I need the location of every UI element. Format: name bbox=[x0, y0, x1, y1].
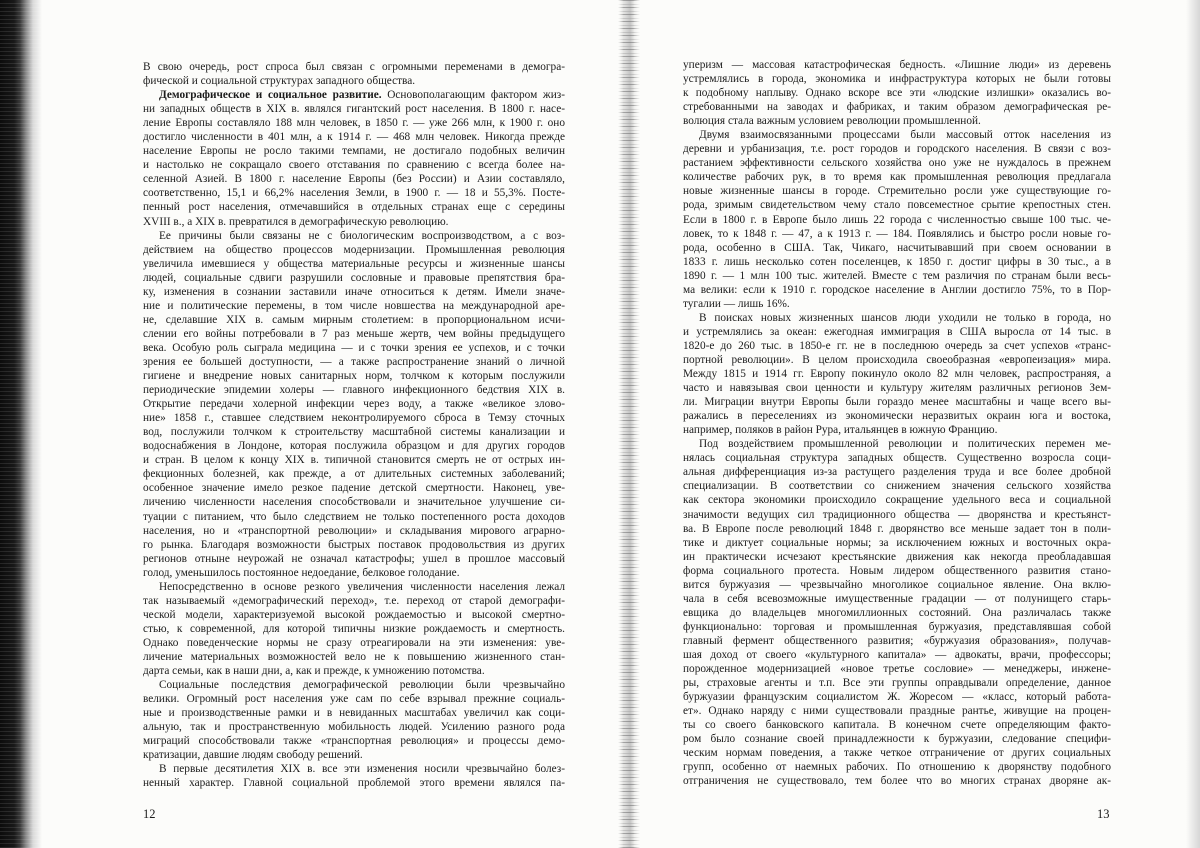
text-line: рода, особенно в США. Так, Чикаго, насчитывавший при своем основании в bbox=[683, 241, 1111, 255]
text-line: ловек, то к 1848 г. — 47, а к 1913 г. — 184. Появлялись и быстро росли новые го- bbox=[683, 227, 1111, 241]
binding-gutter bbox=[618, 0, 640, 848]
text-line: го рынка. Благодаря возможности быстрых поставок продовольствия из других bbox=[143, 538, 565, 552]
text-line: и устремлялись за океан: ежегодная иммиграция в США выросла от 14 тыс. в bbox=[683, 325, 1111, 339]
text-line: рода, зримым свидетельством чему стало повсеместное срытие крепостных стен. bbox=[683, 198, 1111, 212]
text-line: не, сделавшие XIX в. самым мирным столетием: в пропорциональном исчи- bbox=[143, 313, 565, 327]
text-line: регионов отныне неурожай не означал катастрофы; ушел в прошлое массовый bbox=[143, 552, 565, 566]
paragraph bbox=[683, 437, 1111, 788]
text-run: Основополагающим фактором жиз- bbox=[382, 89, 565, 101]
text-line: ние» 1858 г., ставшее следствием неконтролируемого сброса в Темзу сточных bbox=[143, 411, 565, 425]
text-line: Если в 1800 г. в Европе было лишь 22 города с численностью свыше 100 тыс. че- bbox=[683, 213, 1111, 227]
paragraph bbox=[683, 58, 1111, 128]
text-line: особенное значение имело резкое падение детской смертности. Наконец, уве- bbox=[143, 481, 565, 495]
text-line: население Европы не росло такими темпами, не достигало подобных величин bbox=[143, 144, 565, 158]
text-line: чала в себя всевозможные имущественные градации — от полунищего старь- bbox=[683, 592, 1111, 606]
text-line: увеличила имевшиеся у общества материальные ресурсы и жизненные шансы bbox=[143, 257, 565, 271]
text-line: портной революции». В целом происходила своеобразная «европеизация» мира. bbox=[683, 353, 1111, 367]
text-line: ражались в переселениях из экономически неразвитых окраин юга и востока, bbox=[683, 409, 1111, 423]
text-line bbox=[143, 88, 565, 102]
right-page-text bbox=[683, 58, 1111, 788]
text-line: достигло численности в 401 млн, а к 1914 г. — 468 млн человек. Никогда прежде bbox=[143, 130, 565, 144]
section-heading: Демографическое и социальное развитие. bbox=[159, 89, 382, 101]
text-line: тике и диктует социальные нормы; за исключением южных и восточных окра- bbox=[683, 536, 1111, 550]
text-line: значимости ведущих сил традиционного общества — дворянства и крестьянст- bbox=[683, 508, 1111, 522]
scan-edge-left bbox=[0, 0, 42, 848]
text-line: слении его войны потребовали в 7 раз меньше жертв, чем войны предыдущего bbox=[143, 327, 565, 341]
text-line: В поисках новых жизненных шансов люди уходили не только в города, но bbox=[683, 311, 1111, 325]
text-line: действием на общество процессов модернизации. Промышленная революция bbox=[143, 243, 565, 257]
text-line: 1890 г. — 1 млн 100 тыс. жителей. Вместе с тем различия по странам были весь- bbox=[683, 269, 1111, 283]
text-line: Непосредственно в основе резкого увеличения численности населения лежал bbox=[143, 580, 565, 594]
text-line: соответственно, 15,1 и 66,2% населения Земли, в 1900 г. — 18 и 55,3%. Посте- bbox=[143, 186, 565, 200]
text-line: ческой модели, характеризуемой высокой рождаемостью и высокой смертно- bbox=[143, 608, 565, 622]
text-line: стребованными на заводах и фабриках, и таким образом демографическая ре- bbox=[683, 100, 1111, 114]
text-line: деревни и урбанизация, т.е. рост городов и городского населения. В связи с воз- bbox=[683, 142, 1111, 156]
text-line: В свою очередь, рост спроса был связан с огромными переменами в демогра- bbox=[143, 60, 565, 74]
text-line: населения, но и «транспортной революции» и складывания мирового аграрно- bbox=[143, 524, 565, 538]
text-line: личению численности населения способствовали и значительное улучшение си- bbox=[143, 495, 565, 509]
text-line: групп, особенно от наемных рабочих. По отношению к дворянству подобного bbox=[683, 760, 1111, 774]
text-line: растанием эффективности сельского хозяйства оно уже не нуждалось в прежнем bbox=[683, 156, 1111, 170]
text-line: специализации. В соответствии со снижением значения сельского хозяйства bbox=[683, 479, 1111, 493]
text-line: миграций способствовали также «транспортная революция» и процессы демо- bbox=[143, 734, 565, 748]
text-line: ры, страховые агенты и т.п. Все эти группы оправдывали определение, данное bbox=[683, 676, 1111, 690]
text-line: В первые десятилетия XIX в. все эти изменения носили чрезвычайно болез- bbox=[143, 762, 565, 776]
text-line: и настолько не сокращало своего отставания по сравнению с всегда более на- bbox=[143, 158, 565, 172]
text-line: Между 1815 и 1914 гг. Европу покинуло около 82 млн человек, распространяя, а bbox=[683, 367, 1111, 381]
scan-edge-right bbox=[1186, 0, 1200, 848]
text-line: 1833 г. лишь несколько сотен поселенцев, к 1850 г. достиг цифры в 30 тыс., а в bbox=[683, 255, 1111, 269]
text-line: нялась социальная структура западных обществ. Существенно возросла соци- bbox=[683, 451, 1111, 465]
text-line: ние и политические перемены, в том числе новшества на международной аре- bbox=[143, 299, 565, 313]
text-line: водоснабжения в Лондоне, которая послужила образцом и для других городов bbox=[143, 439, 565, 453]
text-line: кратизации, давшие людям свободу решений. bbox=[143, 748, 565, 762]
paragraph bbox=[143, 580, 565, 678]
paragraph bbox=[143, 229, 565, 580]
text-line: туации с питанием, что было следствием не только постепенного роста доходов bbox=[143, 510, 565, 524]
text-line: уперизм — массовая катастрофическая бедность. «Лишние люди» из деревень bbox=[683, 58, 1111, 72]
text-line: и стран. В целом к концу XIX в. типичной становится смерть не от острых ин- bbox=[143, 453, 565, 467]
text-line: личение материальных возможностей вело не к повышению жизненного стан- bbox=[143, 650, 565, 664]
text-line: часто и навязывая свои ценности и культуру жителям различных регионов Зем- bbox=[683, 381, 1111, 395]
text-line: Двумя взаимосвязанными процессами были массовый отток населения из bbox=[683, 128, 1111, 142]
text-line: ром было сознание своей принадлежности к буржуазии, следование специфи- bbox=[683, 732, 1111, 746]
text-line: устремлялись в города, экономика и инфраструктура которых не были готовы bbox=[683, 72, 1111, 86]
text-line: 1820-е до 260 тыс. в 1850-е гг. не в последнюю очередь за счет успехов «транс- bbox=[683, 339, 1111, 353]
text-line: функционально: торговая и промышленная буржуазия, представлявшая собой bbox=[683, 620, 1111, 634]
text-line: людей, социальные сдвиги разрушили сословные и правовые препятствия бра- bbox=[143, 271, 565, 285]
text-line: ление Европы составляло 188 млн человек, в 1850 г. — уже 266 млн, к 1900 г. оно bbox=[143, 116, 565, 130]
text-line: альная дифференциация из-за растущего разделения труда и все более дробной bbox=[683, 465, 1111, 479]
text-line: велики. Огромный рост населения уже сам по себе взрывал прежние социаль- bbox=[143, 692, 565, 706]
paragraph bbox=[683, 311, 1111, 437]
text-line: Социальные последствия демографической революции были чрезвычайно bbox=[143, 678, 565, 692]
text-line: ненный характер. Главной социальной проблемой этого времени являлся па- bbox=[143, 776, 565, 790]
text-line: количестве рабочих рук, в то время как промышленная революция предлагала bbox=[683, 170, 1111, 184]
text-line: ва. В Европе после революций 1848 г. дворянство все меньше задает тон в поли- bbox=[683, 522, 1111, 536]
text-line: так называемый «демографический переход», т.е. переход от старой демографи- bbox=[143, 594, 565, 608]
text-line: шая доход от своего «культурного капитала» — адвокаты, врачи, профессоры; bbox=[683, 648, 1111, 662]
text-line: ты со своего банковского капитала. В конечном счете определяющим факто- bbox=[683, 718, 1111, 732]
book-spread bbox=[0, 0, 1200, 848]
paragraph bbox=[143, 678, 565, 762]
left-page-text bbox=[143, 60, 565, 790]
text-line: отграничения не существовало, тем более что во многих странах дворяне ак- bbox=[683, 774, 1111, 788]
text-line: порожденное модернизацией «новое третье сословие» — менеджеры, инжене- bbox=[683, 662, 1111, 676]
text-line: ные и производственные рамки и в невиданных масштабах увеличил как соци- bbox=[143, 706, 565, 720]
paragraph bbox=[143, 60, 565, 88]
text-line: ку, изменения в сознании заставили иначе относиться к детям. Имели значе- bbox=[143, 285, 565, 299]
text-line: ет». Однако наряду с ними существовали праздные рантье, живущие на процен- bbox=[683, 704, 1111, 718]
text-line: периодические эпидемии холеры — главного инфекционного бедствия XIX в. bbox=[143, 383, 565, 397]
text-line: ческим нормам поведения, а также четкое отграничение от других социальных bbox=[683, 746, 1111, 760]
text-line: пенный рост населения, отмечавшийся в отдельных странах еще с середины bbox=[143, 200, 565, 214]
text-line: волюция стала важным условием революции промышленной. bbox=[683, 114, 1111, 128]
text-line: буржуазии французским социалистом Ж. Жоресом — «класс, который работа- bbox=[683, 690, 1111, 704]
text-line: голод, уменьшилось постоянное недоедание, белковое голодание. bbox=[143, 566, 565, 580]
text-line: например, поляков в район Рура, итальянцев в южную Францию. bbox=[683, 423, 1111, 437]
text-line: селенной Азией. В 1800 г. население Европы (без России) и Азии составляло, bbox=[143, 172, 565, 186]
text-line: ли. Миграции внутри Европы были гораздо менее масштабны и чаще всего вы- bbox=[683, 395, 1111, 409]
text-line: новые жизненные шансы в городе. Стремительно росли уже существующие го- bbox=[683, 184, 1111, 198]
paragraph bbox=[143, 762, 565, 790]
text-line: тугалии — лишь 16%. bbox=[683, 297, 1111, 311]
text-line: Под воздействием промышленной революции и политических перемен ме- bbox=[683, 437, 1111, 451]
left-page-number: 12 bbox=[143, 806, 156, 822]
text-line: главный фермент общественного развития; «буржуазия образования», получав- bbox=[683, 634, 1111, 648]
text-line: к подобному наплыву. Однако вскоре все эти «людские излишки» оказались во- bbox=[683, 86, 1111, 100]
text-line: дарта семьи, как в наши дни, а, как и прежде, к умножению потомства. bbox=[143, 664, 565, 678]
text-line: гигиене и внедрение новых санитарных норм, толчком к которым послужили bbox=[143, 369, 565, 383]
text-line: ин практически исчезают крестьянские движения как некогда преобладавшая bbox=[683, 550, 1111, 564]
text-line: ма велики: если к 1910 г. городское население в Англии достигло 75%, то в Пор- bbox=[683, 283, 1111, 297]
text-line: века. Особую роль сыграла медицина — и с точки зрения ее успехов, и с точки bbox=[143, 341, 565, 355]
text-line: стью, к современной, для которой типичны низкие рождаемость и смертность. bbox=[143, 622, 565, 636]
paragraph bbox=[143, 88, 565, 228]
text-line: форма социального протеста. Новым лидером общественного развития стано- bbox=[683, 564, 1111, 578]
text-line: фической и социальной структурах западного общества. bbox=[143, 74, 565, 88]
right-page-number: 13 bbox=[1097, 806, 1110, 822]
text-line: Однако поведенческие нормы не сразу отреагировали на эти изменения: уве- bbox=[143, 636, 565, 650]
text-line: как сектора экономики происходило сокращение удельного веса и социальной bbox=[683, 493, 1111, 507]
text-line: Открытие передачи холерной инфекции через воду, а также «великое злово- bbox=[143, 397, 565, 411]
text-line: ни западных обществ в XIX в. являлся гигантский рост населения. В 1800 г. насе- bbox=[143, 102, 565, 116]
text-line: Ее причины были связаны не с биологическим воспроизводством, а с воз- bbox=[143, 229, 565, 243]
text-line: альную, так и пространственную мобильность людей. Усилению разного рода bbox=[143, 720, 565, 734]
paragraph bbox=[683, 128, 1111, 311]
text-line: вится буржуазия — чрезвычайно многоликое социальное явление. Она вклю- bbox=[683, 578, 1111, 592]
text-line: XVIII в., а XIX в. превратился в демографическую революцию. bbox=[143, 215, 565, 229]
text-line: евщика до владельцев многомиллионных состояний. Она различалась также bbox=[683, 606, 1111, 620]
text-line: зрения ее большей доступности, — а также распространение знаний о личной bbox=[143, 355, 565, 369]
text-line: фекционных болезней, как прежде, а от длительных системных заболеваний; bbox=[143, 467, 565, 481]
text-line: вод, послужили толчком к строительству масштабной системы канализации и bbox=[143, 425, 565, 439]
